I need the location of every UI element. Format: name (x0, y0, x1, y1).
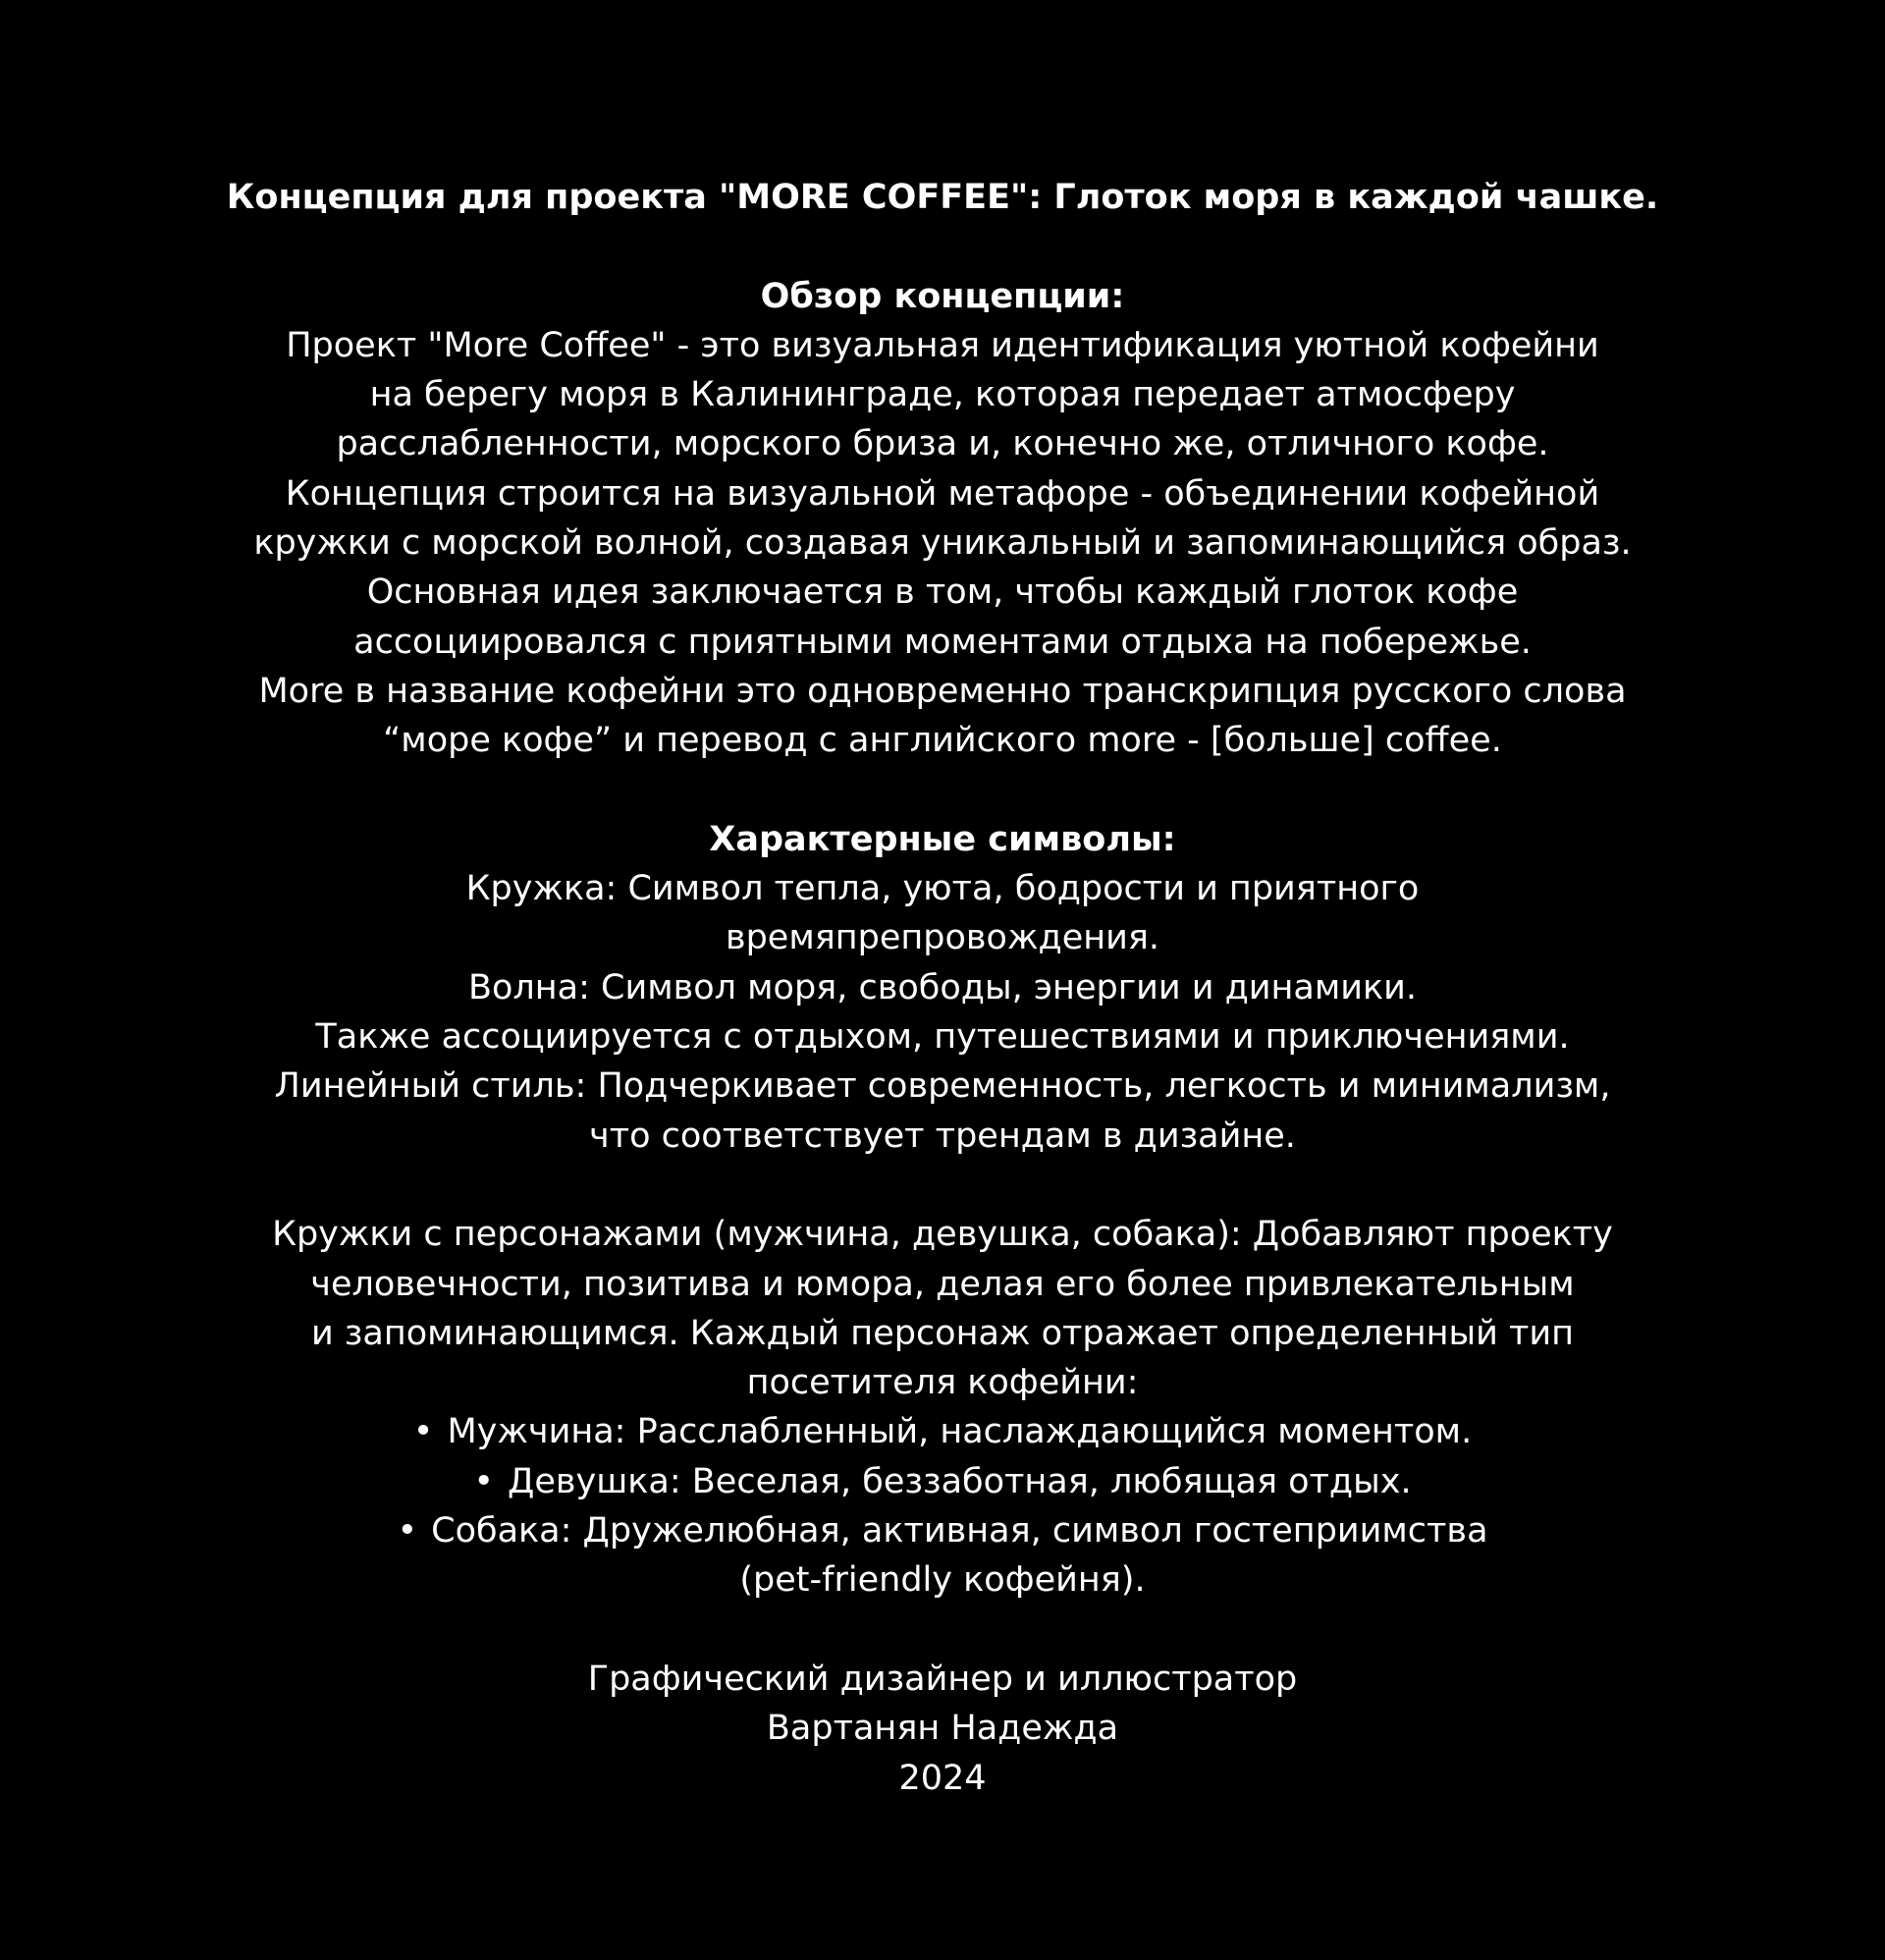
credits-name: Вартанян Надежда (766, 1709, 1119, 1749)
bullet-text: Мужчина: Расслабленный, наслаждающийся моментом. (447, 1412, 1473, 1452)
bullet-text: Девушка: Веселая, беззаботная, любящая отдых. (508, 1461, 1412, 1501)
bullet-text: Собака: Дружелюбная, активная, символ гостеприимства (431, 1511, 1488, 1552)
spacer (0, 222, 1885, 271)
overview-line: на берегу моря в Калининграде, которая передает атмосферу (369, 375, 1516, 415)
bullet-icon: • (412, 1412, 434, 1452)
characters-line: Кружки с персонажами (мужчина, девушка, собака): Добавляют проекту (272, 1215, 1613, 1255)
character-bullet-list (0, 1407, 1885, 1605)
spacer (0, 1161, 1885, 1210)
overview-heading: Обзор концепции: (760, 276, 1125, 316)
character-bullet-item (0, 1407, 1885, 1456)
overview-line: Основная идея заключается в том, чтобы каждый глоток кофе (366, 572, 1519, 613)
characters-line: человечности, позитива и юмора, делая его более привлекательным (310, 1264, 1575, 1304)
spacer (0, 766, 1885, 815)
overview-line: “море кофе” и перевод с английского more - [больше] coffee. (383, 721, 1502, 761)
overview-line: кружки с морской волной, создавая уникальный и запоминающийся образ. (253, 523, 1632, 564)
symbols-heading: Характерные символы: (709, 819, 1176, 859)
concept-document (0, 173, 1885, 1803)
credits-section (0, 1655, 1885, 1803)
spacer (0, 1606, 1885, 1655)
overview-line: More в название кофейни это одновременно транскрипция русского слова (258, 671, 1627, 711)
symbols-line: времяпрепровождения. (725, 918, 1160, 958)
symbols-line: Линейный стиль: Подчеркивает современность, легкость и минимализм, (274, 1066, 1611, 1107)
overview-line: Концепция строится на визуальной метафоре - объединении кофейной (285, 473, 1600, 514)
overview-section (0, 272, 1885, 766)
bullet-icon: • (397, 1511, 418, 1552)
symbols-line: Также ассоциируется с отдыхом, путешествиями и приключениями. (315, 1017, 1570, 1058)
credits-role: Графический дизайнер и иллюстратор (587, 1659, 1298, 1699)
characters-line: посетителя кофейни: (746, 1363, 1139, 1403)
symbols-section (0, 815, 1885, 1161)
character-bullet-item (0, 1457, 1885, 1506)
character-bullet-item (0, 1506, 1885, 1555)
symbols-line: что соответствует трендам в дизайне. (589, 1116, 1296, 1156)
characters-line: и запоминающимся. Каждый персонаж отражает определенный тип (310, 1313, 1575, 1353)
overview-line: ассоциировался с приятными моментами отдыха на побережье. (353, 622, 1532, 662)
credits-year: 2024 (898, 1758, 987, 1798)
symbols-line: Волна: Символ моря, свободы, энергии и динамики. (467, 967, 1418, 1007)
overview-line: расслабленности, морского бриза и, конечно же, отличного кофе. (336, 424, 1549, 464)
document-title: Концепция для проекта "MORE COFFEE": Глоток моря в каждой чашке. (226, 178, 1659, 217)
bullet-continuation: (pet-friendly кофейня). (739, 1560, 1146, 1601)
symbols-line: Кружка: Символ тепла, уюта, бодрости и приятного (465, 869, 1420, 909)
bullet-icon: • (473, 1461, 495, 1501)
characters-section (0, 1210, 1885, 1605)
overview-line: Проект "More Coffee" - это визуальная идентификация уютной кофейни (286, 325, 1599, 365)
